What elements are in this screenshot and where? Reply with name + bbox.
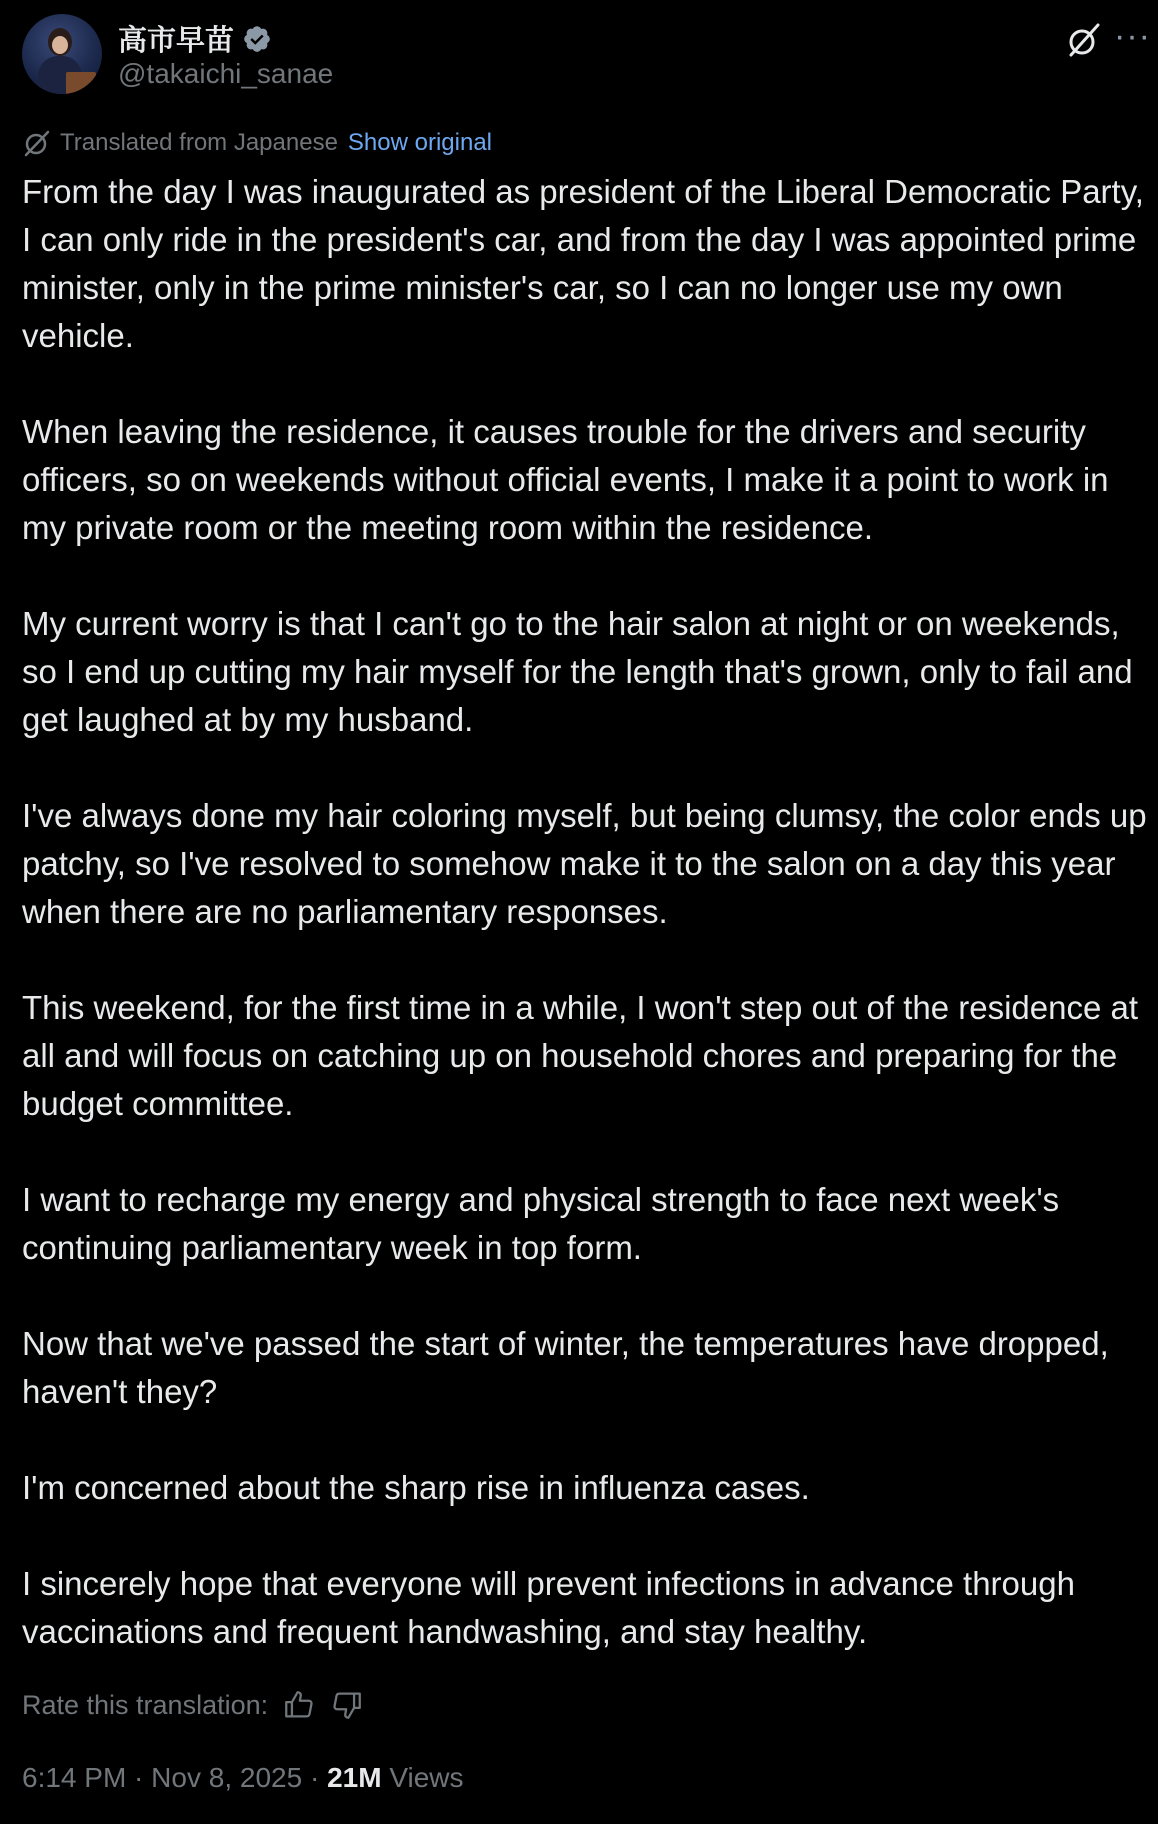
views-label: Views — [389, 1762, 464, 1793]
rate-label: Rate this translation: — [22, 1689, 269, 1720]
paragraph: When leaving the residence, it causes trouble for the drivers and security officers, so on weekends without official events, I make it a point to work in my private room or the meeting room within the residence. — [22, 413, 1109, 546]
paragraph: This weekend, for the first time in a while, I won't step out of the residence at all and will focus on catching up on household chores and preparing for the budget committee. — [22, 989, 1139, 1122]
paragraph: I've always done my hair coloring myself, but being clumsy, the color ends up patchy, so I've resolved to somehow make it to the salon on a day this year when there are no parliamentary responses. — [22, 797, 1147, 930]
post-header — [22, 14, 1152, 94]
display-name[interactable]: 高市早苗 — [118, 23, 235, 57]
post-time[interactable]: 6:14 PM — [22, 1762, 127, 1793]
avatar-face — [52, 36, 68, 54]
grok-icon[interactable] — [1064, 20, 1104, 60]
thumbs-up-icon[interactable] — [282, 1688, 316, 1722]
views-count[interactable]: 21M — [327, 1762, 382, 1793]
paragraph: Now that we've passed the start of winter, the temperatures have dropped, haven't they? — [22, 1325, 1109, 1410]
verified-badge-icon[interactable] — [242, 24, 272, 54]
paragraph: My current worry is that I can't go to the hair salon at night or on weekends, so I end up cutting my hair myself for the length that's grown, only to fail and get laughed at by my husband. — [22, 605, 1133, 738]
post-meta — [22, 1762, 464, 1794]
avatar[interactable] — [22, 14, 102, 94]
rate-translation — [22, 1688, 364, 1722]
show-original-link[interactable]: Show original — [347, 129, 493, 156]
paragraph: I want to recharge my energy and physical strength to face next week's continuing parliamentary week in top form. — [22, 1181, 1060, 1266]
translated-label: Translated from Japanese — [60, 129, 338, 156]
name-row — [118, 18, 272, 59]
separator: · — [126, 1762, 152, 1793]
translate-icon — [22, 128, 52, 158]
more-icon[interactable]: ··· — [1114, 17, 1151, 55]
paragraph: From the day I was inaugurated as president of the Liberal Democratic Party, I can only ride in the president's car, and from the day I was appointed prime minister, only in the prime minister's car, so I can no longer use my own vehicle. — [22, 173, 1144, 354]
handle[interactable]: @takaichi_sanae — [118, 58, 334, 89]
views-spacer — [382, 1762, 390, 1794]
paragraph: I sincerely hope that everyone will prevent infections in advance through vaccinations and frequent handwashing, and stay healthy. — [22, 1565, 1075, 1650]
thumbs-down-icon[interactable] — [330, 1688, 364, 1722]
translation-notice — [22, 128, 492, 158]
post-content — [22, 168, 1156, 1704]
separator: · — [302, 1762, 328, 1793]
post-date[interactable]: Nov 8, 2025 — [151, 1762, 303, 1793]
paragraph: I'm concerned about the sharp rise in influenza cases. — [22, 1469, 810, 1506]
avatar-podium — [66, 72, 96, 94]
